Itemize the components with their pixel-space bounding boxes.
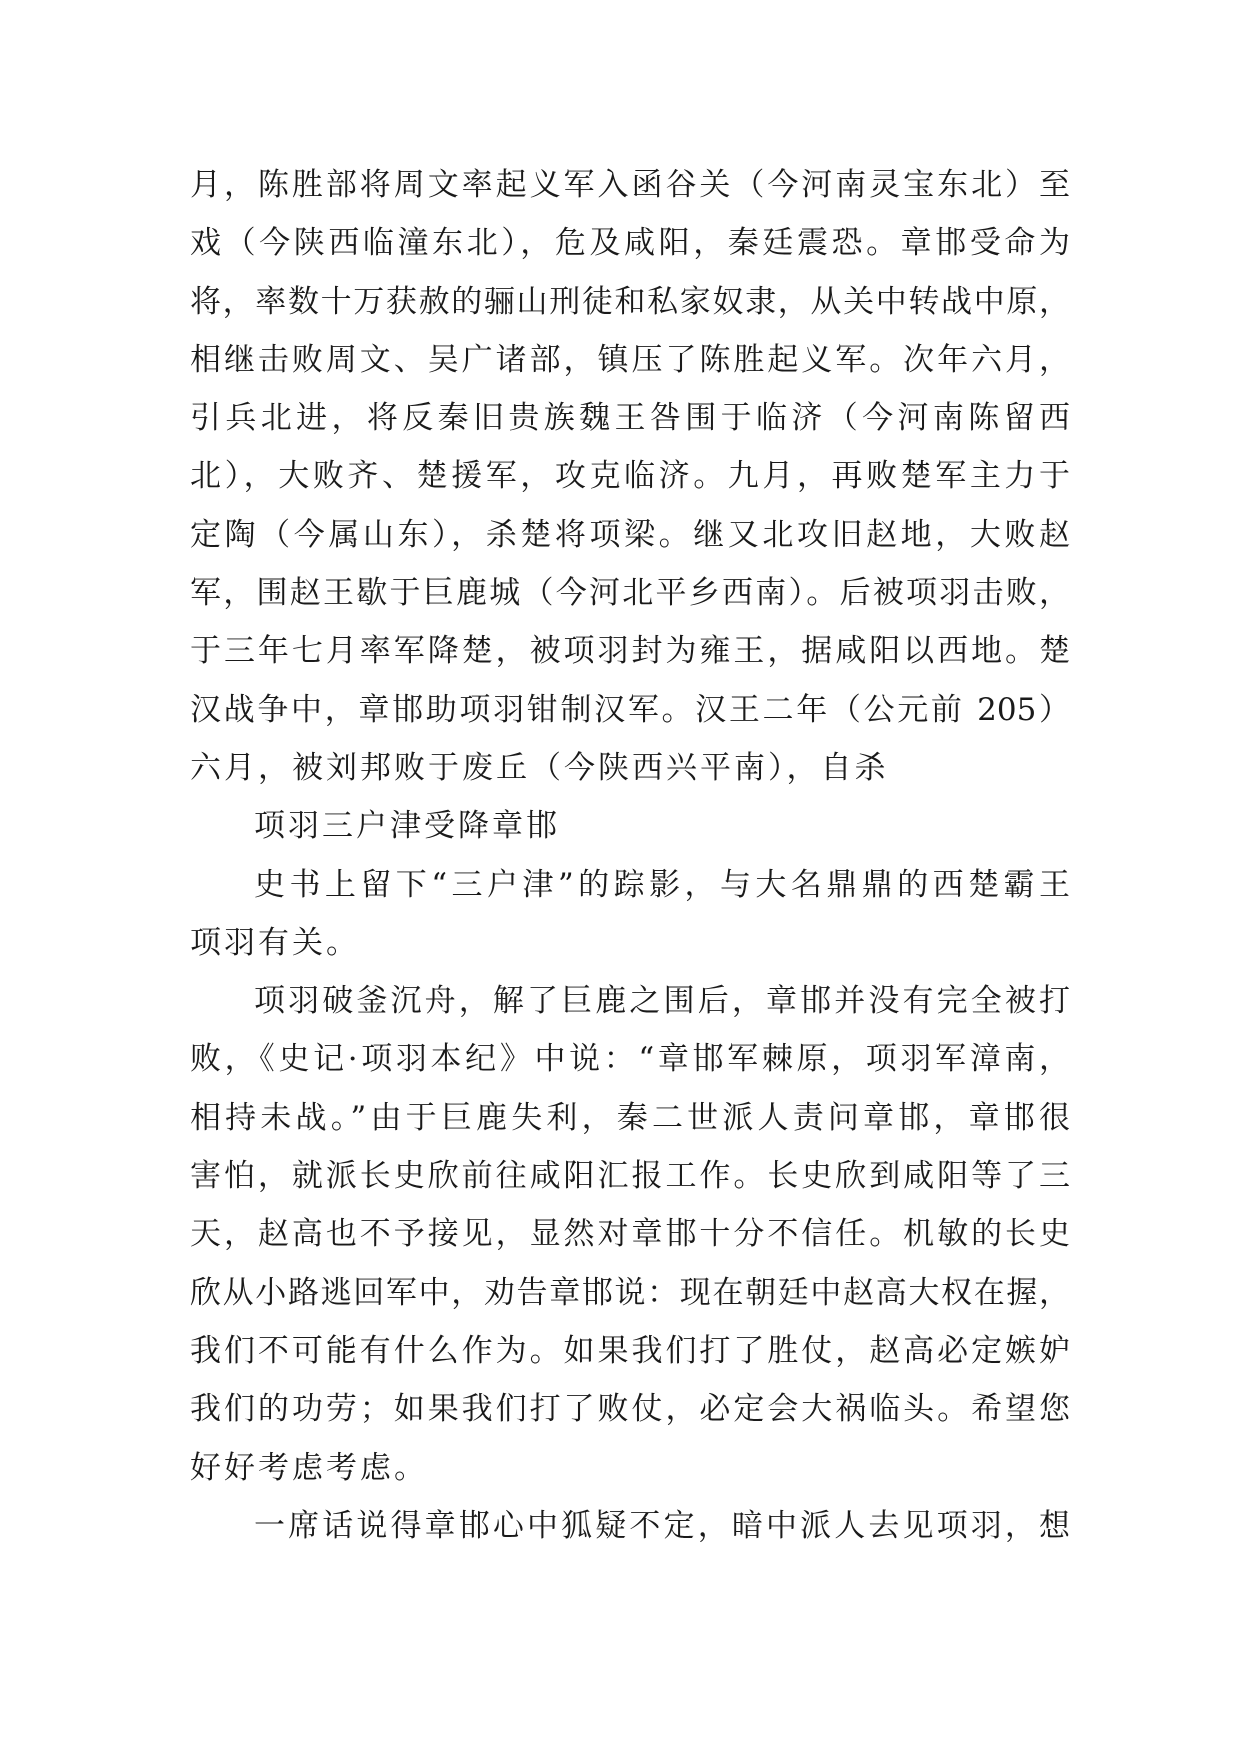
text-line: 汉战争中，章邯助项羽钳制汉军。汉王二年（公元前 205） bbox=[190, 691, 1070, 728]
text-line: 戏（今陕西临潼东北），危及咸阳，秦廷震恐。章邯受命为 bbox=[190, 225, 1070, 262]
text-line: 于三年七月率军降楚，被项羽封为雍王，据咸阳以西地。楚 bbox=[190, 633, 1070, 670]
text-line: 一席话说得章邯心中狐疑不定，暗中派人去见项羽，想 bbox=[254, 1507, 1070, 1544]
text-line: 相继击败周文、吴广诸部，镇压了陈胜起义军。次年六月， bbox=[190, 341, 1070, 378]
text-line: 六月，被刘邦败于废丘（今陕西兴平南），自杀 bbox=[190, 749, 889, 786]
body-text bbox=[190, 156, 1070, 1555]
text-line: 相持未战。”由于巨鹿失利，秦二世派人责问章邯，章邯很 bbox=[190, 1099, 1070, 1136]
text-line: 项羽三户津受降章邯 bbox=[254, 808, 560, 845]
text-line: 好好考虑考虑。 bbox=[190, 1449, 428, 1486]
text-line: 北），大败齐、楚援军，攻克临济。九月，再败楚军主力于 bbox=[190, 458, 1070, 495]
text-line: 月，陈胜部将周文率起义军入函谷关（今河南灵宝东北）至 bbox=[190, 167, 1070, 203]
text-line: 败，《史记·项羽本纪》中说：“章邯军棘原，项羽军漳南， bbox=[190, 1041, 1070, 1078]
text-line: 欣从小路逃回军中，劝告章邯说：现在朝廷中赵高大权在握， bbox=[190, 1274, 1070, 1311]
text-line: 将，率数十万获赦的骊山刑徒和私家奴隶，从关中转战中原， bbox=[190, 283, 1070, 320]
text-line: 项羽破釜沉舟，解了巨鹿之围后，章邯并没有完全被打 bbox=[254, 983, 1070, 1020]
text-line: 天，赵高也不予接见，显然对章邯十分不信任。机敏的长史 bbox=[190, 1216, 1070, 1253]
text-line: 我们不可能有什么作为。如果我们打了胜仗，赵高必定嫉妒 bbox=[190, 1332, 1070, 1369]
text-line: 史书上留下“三户津”的踪影，与大名鼎鼎的西楚霸王 bbox=[254, 866, 1070, 903]
text-line: 我们的功劳；如果我们打了败仗，必定会大祸临头。希望您 bbox=[190, 1391, 1070, 1428]
text-line: 项羽有关。 bbox=[190, 924, 360, 961]
text-line: 定陶（今属山东），杀楚将项梁。继又北攻旧赵地，大败赵 bbox=[190, 516, 1070, 553]
text-line: 军，围赵王歇于巨鹿城（今河北平乡西南）。后被项羽击败， bbox=[190, 575, 1070, 612]
text-line: 害怕，就派长史欣前往咸阳汇报工作。长史欣到咸阳等了三 bbox=[190, 1158, 1070, 1195]
text-line: 引兵北进，将反秦旧贵族魏王咎围于临济（今河南陈留西 bbox=[190, 400, 1070, 437]
